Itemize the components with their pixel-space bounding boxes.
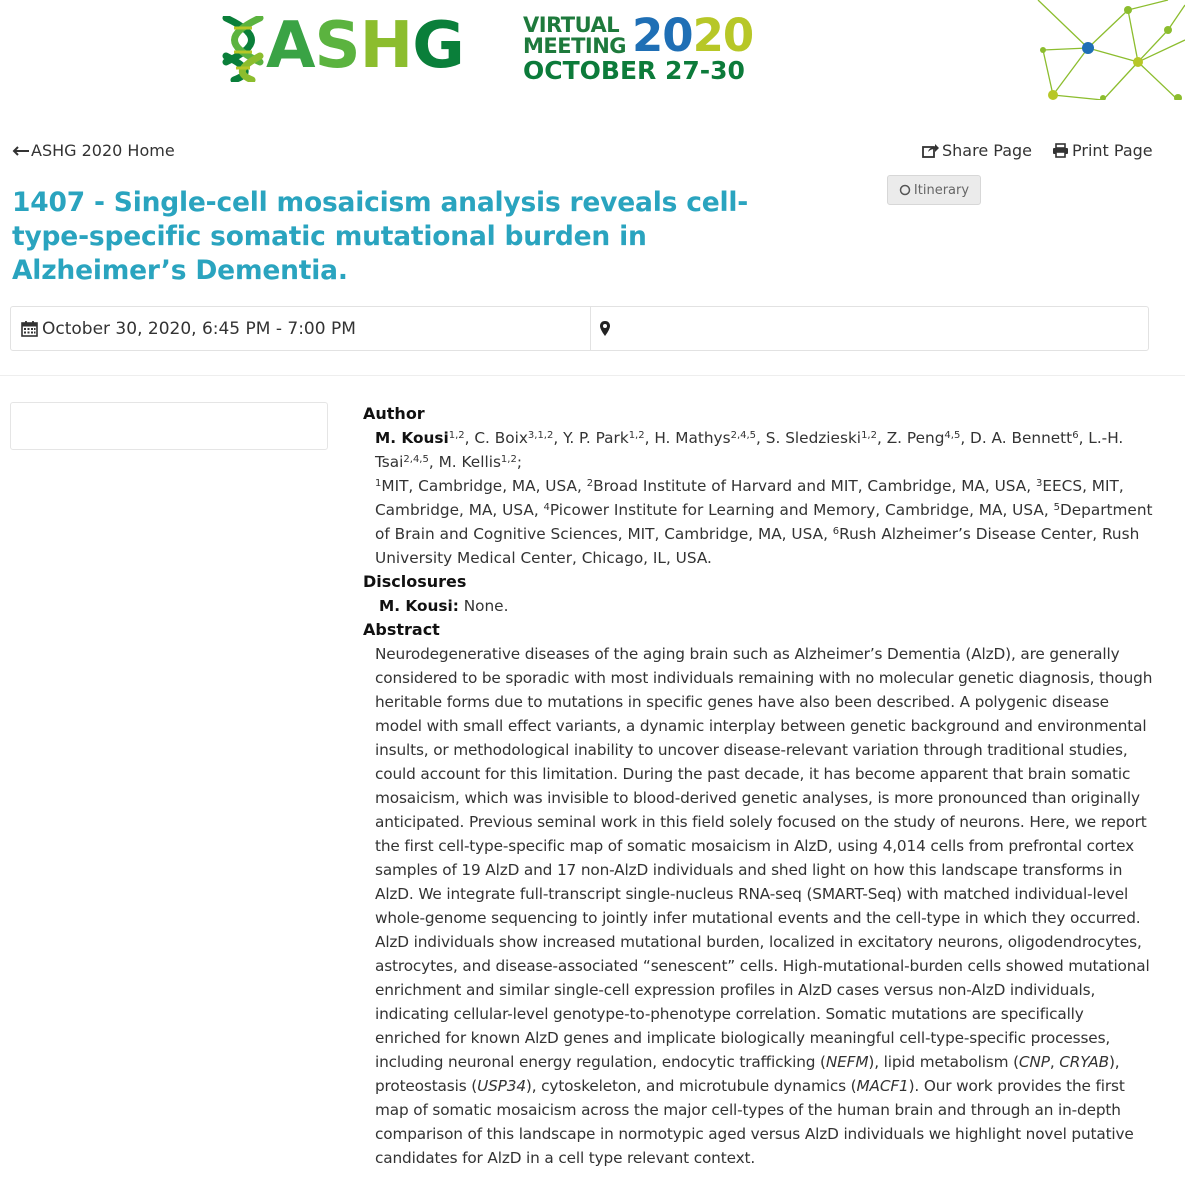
author-name: M. Kellis$^{1,2}$: [438, 453, 517, 471]
abstract-body: Neurodegenerative diseases of the aging brain such as Alzheimer’s Dementia (AlzD), are generally considered to be sporadic with most individuals remaining with no molecular genetic diagnosis, though heritable forms due to mutations in specific genes have also been described. A polygenic disease model with small effect variants, a dynamic interplay between genetic background and environmental insults, or methodological inability to uncover disease-relevant variation through traditional studies, could account for this limitation. During the past decade, it has become apparent that brain somatic mosaicism, which was invisible to blood-derived genetic analyses, is more pronounced than originally anticipated. Previous seminal work in this field solely focused on the study of neurons. Here, we report the first cell-type-specific map of somatic mosaicism in AlzD, using 4,014 cells from prefrontal cortex samples of 19 AlzD and 17 non-AlzD individuals and shed light on how this landscape transforms in AlzD. We integrate full-transcript single-nucleus RNA-seq (SMART-Seq) with matched individual-level whole-genome sequencing to jointly infer mutational events and the cell-type in which they occurred. AlzD individuals show increased mutational burden, localized in excitatory neurons, oligodendrocytes, astrocytes, and disease-associated “senescent” cells. High-mutational-burden cells showed mutational enrichment and similar single-cell expression profiles in AlzD cases versus non-AlzD individuals, indicating cellular-level genotype-to-phenotype correlation. Somatic mutations are specifically enriched for known AlzD genes and implicate biologically meaningful cell-type-specific processes, including neuronal energy regulation, endocytic trafficking (NEFM), lipid metabolism (CNP, CRYAB), proteostasis (USP34), cytoskeleton, and microtubule dynamics (MACF1). Our work provides the first map of somatic mosaicism across the major cell-types of the human brain and through an in-depth comparison of this landscape in normotypic aged versus AlzD individuals we highlight novel putative candidates for AlzD in a cell type relevant context.: [375, 645, 1153, 1167]
share-icon: [922, 143, 939, 158]
share-page-label: Share Page: [942, 141, 1032, 160]
session-location: [591, 307, 1148, 350]
author-name: Z. Peng$^{4,5}$: [886, 429, 961, 447]
circle-icon: [899, 184, 911, 196]
ashg-logo[interactable]: [218, 9, 758, 85]
arrow-left-icon: [12, 146, 29, 156]
gene-name: MACF1: [856, 1077, 909, 1095]
author-name: M. Kousi$^{1,2}$: [375, 429, 465, 447]
logo-dates: OCTOBER 27-30: [523, 56, 745, 85]
printer-icon: [1052, 143, 1069, 158]
author-name: D. A. Bennett$^6$: [970, 429, 1079, 447]
affiliation: $^4$Picower Institute for Learning and Memory, Cambridge, MA, USA: [543, 501, 1044, 519]
author-name: Y. P. Park$^{1,2}$: [563, 429, 645, 447]
page-title: 1407 - Single-cell mosaicism analysis reveals cell-type-specific somatic mutational burden in Alzheimer’s Dementia.: [12, 187, 749, 286]
affiliation-list: $^1$MIT, Cambridge, MA, USA, $^2$Broad Institute of Harvard and MIT, Cambridge, MA, USA, $^3$EECS, MIT, Cambridge, MA, USA, $^4$Picower Institute for Learning and Memory, Cambridge, MA, USA, $^5$Department of Brain and Cognitive Sciences, MIT, Cambridge, MA, USA, $^6$Rush Alzheimer’s Disease Center, Rush University Medical Center, Chicago, IL, USA.: [375, 477, 1153, 567]
home-link[interactable]: [12, 140, 175, 160]
abstract-heading: Abstract: [363, 620, 440, 639]
session-datetime: [11, 307, 591, 350]
author-name: S. Sledzieski$^{1,2}$: [765, 429, 877, 447]
author-heading: Author: [363, 404, 425, 423]
network-graphic: [1028, 0, 1185, 100]
disclosure-name: M. Kousi:: [379, 597, 459, 615]
gene-name: CRYAB: [1059, 1053, 1109, 1071]
disclosures-heading: Disclosures: [363, 572, 467, 591]
affiliation: $^3$EECS, MIT, Cambridge, MA, USA: [375, 477, 1124, 519]
author-list: M. Kousi$^{1,2}$, C. Boix$^{3,1,2}$, Y. P. Park$^{1,2}$, H. Mathys$^{2,4,5}$, S. Sledzieski$^{1,2}$, Z. Peng$^{4,5}$, D. A. Bennett$^6$, L.-H. Tsai$^{2,4,5}$, M. Kellis$^{1,2}$;: [375, 429, 1124, 471]
session-info-bar: [10, 306, 1149, 351]
author-name: H. Mathys$^{2,4,5}$: [654, 429, 757, 447]
affiliation: $^6$Rush Alzheimer’s Disease Center, Rush University Medical Center, Chicago, IL, USA.: [375, 525, 1140, 567]
logo-year: 2020: [632, 9, 754, 62]
disclosures-section: [363, 570, 1153, 618]
print-page-label: Print Page: [1072, 141, 1153, 160]
author-name: C. Boix$^{3,1,2}$: [474, 429, 554, 447]
author-name: L.-H. Tsai$^{2,4,5}$: [375, 429, 1124, 471]
section-divider: [0, 375, 1185, 376]
logo-virtual-meeting: VIRTUAL MEETING: [523, 13, 627, 58]
itinerary-label: Itinerary: [913, 182, 970, 198]
session-datetime-text: October 30, 2020, 6:45 PM - 7:00 PM: [42, 318, 356, 339]
gene-name: USP34: [477, 1077, 526, 1095]
gene-name: CNP: [1018, 1053, 1050, 1071]
gene-name: NEFM: [825, 1053, 869, 1071]
abstract-section: [363, 618, 1153, 1170]
logo-wordmark: ASHG: [266, 9, 464, 83]
disclosure-entry: [363, 594, 1153, 618]
affiliation: $^2$Broad Institute of Harvard and MIT, Cambridge, MA, USA: [586, 477, 1027, 495]
map-marker-icon: [599, 320, 611, 337]
author-section: [363, 402, 1153, 570]
print-page-link[interactable]: [1052, 140, 1153, 160]
share-page-link[interactable]: [922, 140, 1032, 160]
affiliation: $^5$Department of Brain and Cognitive Sciences, MIT, Cambridge, MA, USA: [375, 501, 1153, 543]
abstract-content: [363, 402, 1153, 1170]
itinerary-button[interactable]: [887, 175, 981, 205]
home-link-label: ASHG 2020 Home: [31, 141, 175, 160]
affiliation: $^1$MIT, Cambridge, MA, USA: [375, 477, 577, 495]
disclosure-value: None.: [463, 597, 509, 615]
sidebar-box: [10, 402, 328, 450]
calendar-icon: [21, 320, 38, 337]
dna-helix-icon: [220, 16, 266, 82]
